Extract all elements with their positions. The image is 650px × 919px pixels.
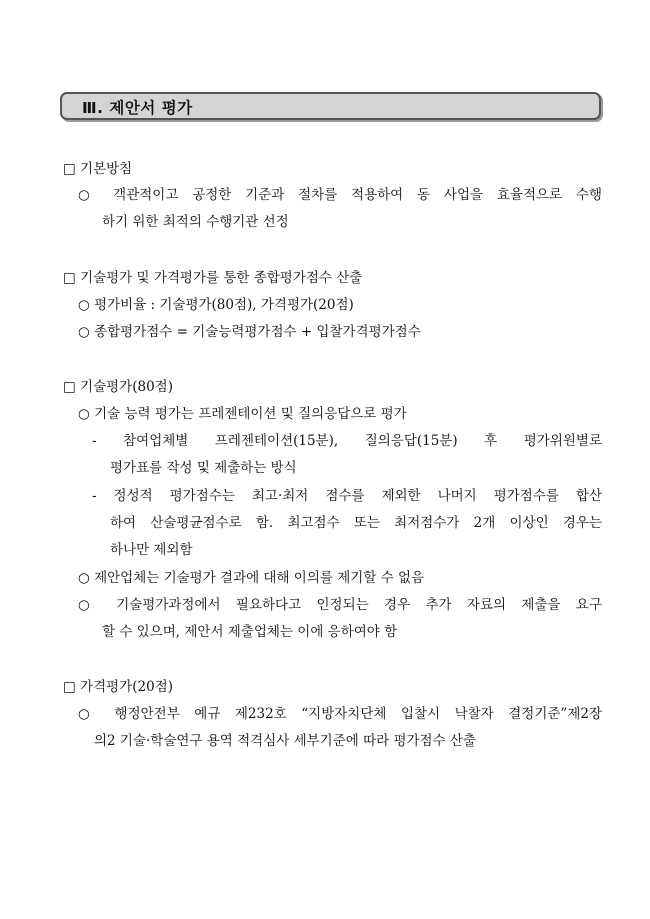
list-item: ○ 행정안전부 예규 제232호 “지방자치단체 입찰시 낙찰자 결정기준”제2장: [78, 706, 602, 722]
heading-basic-policy: □ 기본방침: [63, 161, 133, 177]
section-title: Ⅲ. 제안서 평가: [82, 99, 193, 117]
list-item-continuation: 하기 위한 최적의 수행기관 선정: [102, 214, 289, 230]
list-item-continuation: 할 수 있으며, 제안서 제출업체는 이에 응하여야 함: [102, 624, 398, 640]
list-item: ○ 평가비율 : 기술평가(80점), 가격평가(20점): [78, 297, 354, 313]
list-item: ○ 객관적이고 공정한 기준과 절차를 적용하여 동 사업을 효율적으로 수행: [78, 187, 602, 203]
heading-technical-evaluation: □ 기술평가(80점): [63, 379, 173, 395]
list-item: ○ 종합평가점수 = 기술능력평가점수 + 입찰가격평가점수: [78, 324, 421, 340]
list-item-continuation: 의2 기술·학술연구 용역 적격심사 세부기준에 따라 평가점수 산출: [94, 733, 476, 749]
sub-item: - 참여업체별 프레젠테이션(15분), 질의응답(15분) 후 평가위원별로: [92, 433, 602, 449]
list-item: ○ 기술평가과정에서 필요하다고 인정되는 경우 추가 자료의 제출을 요구: [78, 597, 602, 613]
sub-item-continuation: 하여 산술평균점수로 함. 최고점수 또는 최저점수가 2개 이상인 경우는: [110, 515, 602, 531]
sub-item-continuation: 평가표를 작성 및 제출하는 방식: [110, 460, 297, 476]
sub-item: - 정성적 평가점수는 최고·최저 점수를 제외한 나머지 평가점수를 합산: [92, 488, 602, 504]
list-item: ○ 기술 능력 평가는 프레젠테이션 및 질의응답으로 평가: [78, 406, 407, 422]
heading-total-score: □ 기술평가 및 가격평가를 통한 종합평가점수 산출: [63, 270, 363, 286]
sub-item-continuation: 하나만 제외함: [110, 542, 193, 558]
list-item: ○ 제안업체는 기술평가 결과에 대해 이의를 제기할 수 없음: [78, 570, 425, 586]
heading-price-evaluation: □ 가격평가(20점): [63, 679, 173, 695]
section-header: [60, 92, 601, 120]
